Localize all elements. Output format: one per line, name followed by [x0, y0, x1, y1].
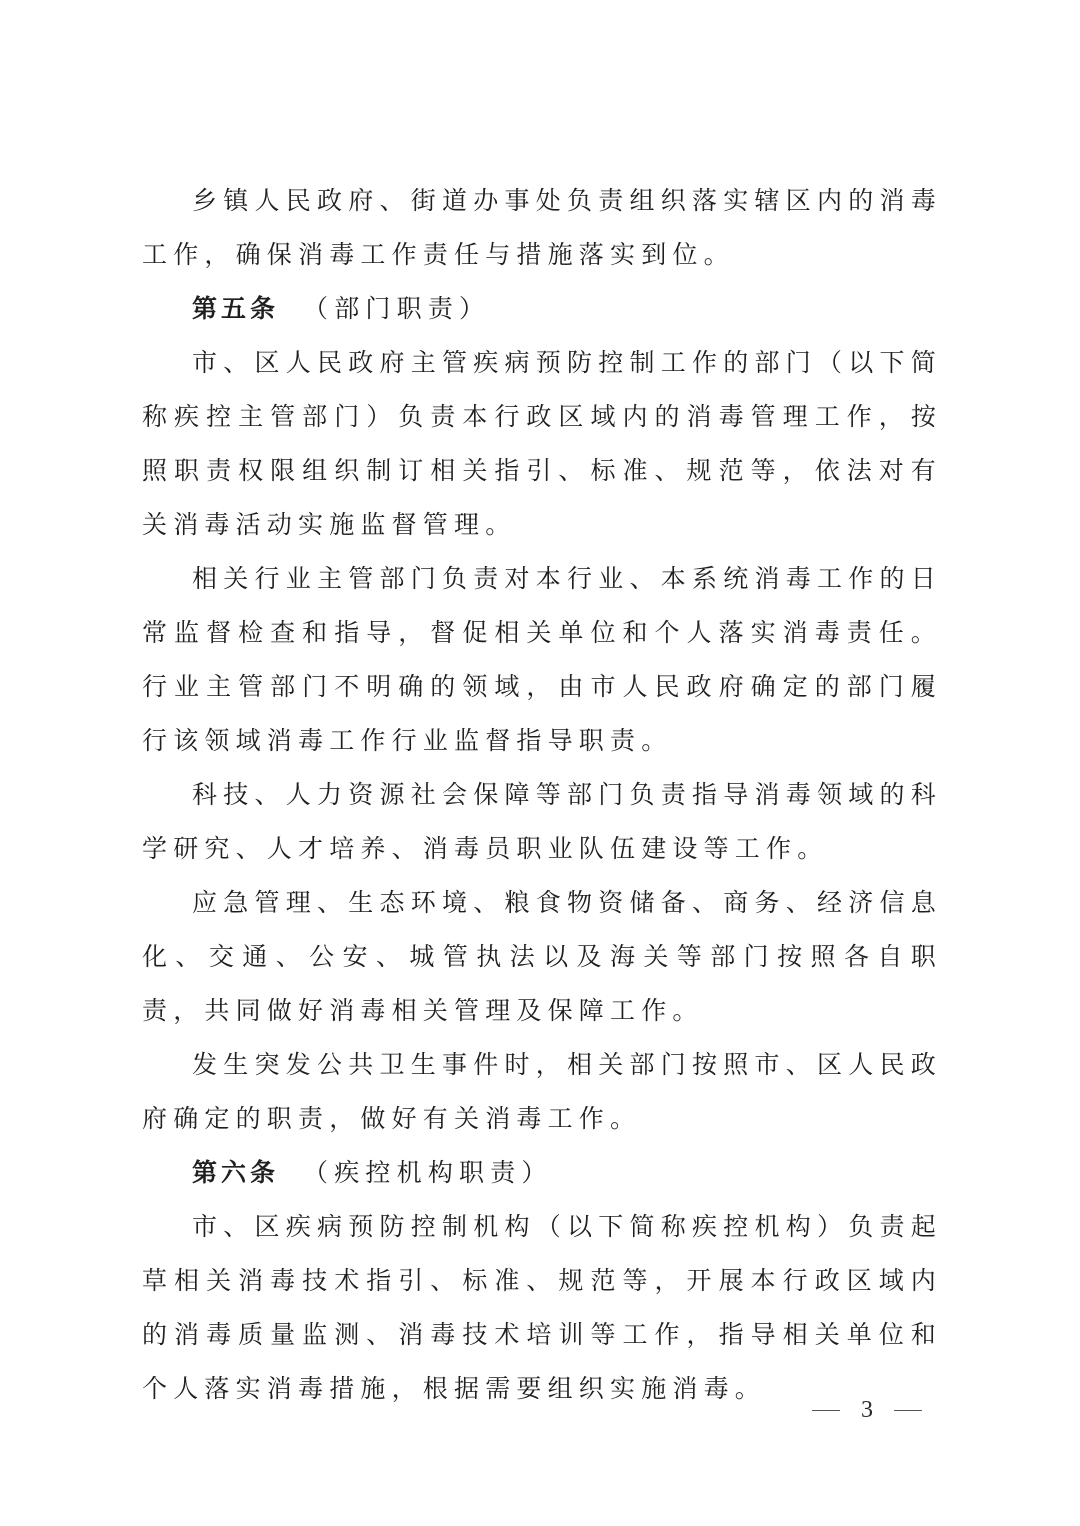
page-number-right-dash: [894, 1410, 922, 1411]
article-5-paragraph-5: 发生突发公共卫生事件时，相关部门按照市、区人民政府确定的职责，做好有关消毒工作。: [142, 1050, 942, 1133]
article-5-label: 第五条: [192, 294, 280, 323]
article-5-paragraph-2: 相关行业主管部门负责对本行业、本系统消毒工作的日常监督检查和指导，督促相关单位和个人落实消毒责任。行业主管部门不明确的领域，由市人民政府确定的部门履行该领域消毒工作行业监督指导职责。: [142, 564, 942, 755]
article-5-paragraph-4: 应急管理、生态环境、粮食物资储备、商务、经济信息化、交通、公安、城管执法以及海关等部门按照各自职责，共同做好消毒相关管理及保障工作。: [142, 888, 942, 1025]
article-6-title: （疾控机构职责）: [303, 1158, 553, 1187]
article-6-label: 第六条: [192, 1158, 280, 1187]
document-body: [142, 174, 942, 1416]
page-number-value: 3: [861, 1396, 873, 1423]
page-number: [812, 1390, 922, 1430]
paragraph-township-duty: 乡镇人民政府、街道办事处负责组织落实辖区内的消毒工作，确保消毒工作责任与措施落实到位。: [142, 186, 942, 269]
article-6-heading: [142, 1146, 942, 1200]
page-number-left-dash: [812, 1410, 840, 1411]
article-5-title: （部门职责）: [303, 294, 491, 323]
article-5-heading: [142, 282, 942, 336]
article-5-paragraph-3: 科技、人力资源社会保障等部门负责指导消毒领域的科学研究、人才培养、消毒员职业队伍建设等工作。: [142, 780, 942, 863]
article-6-paragraph-1: 市、区疾病预防控制机构（以下简称疾控机构）负责起草相关消毒技术指引、标准、规范等，开展本行政区域内的消毒质量监测、消毒技术培训等工作，指导相关单位和个人落实消毒措施，根据需要组织实施消毒。: [142, 1212, 942, 1403]
article-5-paragraph-1: 市、区人民政府主管疾病预防控制工作的部门（以下简称疾控主管部门）负责本行政区域内的消毒管理工作，按照职责权限组织制订相关指引、标准、规范等，依法对有关消毒活动实施监督管理。: [142, 348, 942, 539]
